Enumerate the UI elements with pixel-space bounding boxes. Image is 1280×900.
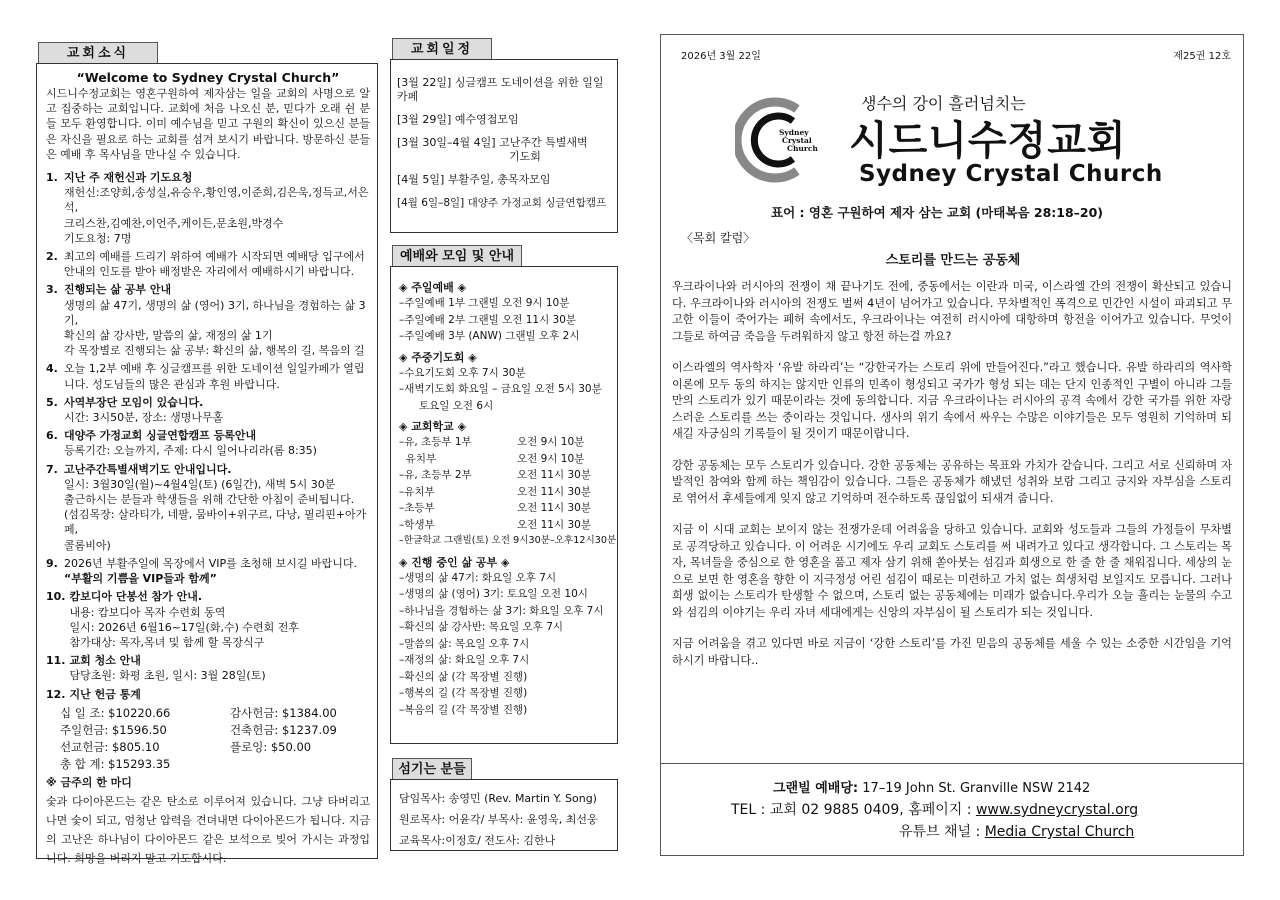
logo-text: Sydney Crystal Church (779, 128, 818, 153)
homepage-link[interactable]: www.sydneycrystal.org (975, 802, 1139, 818)
news-item-number: 1. (46, 171, 58, 185)
worship-line (399, 328, 613, 345)
bulletin-volume: 제25권 12호 (1173, 51, 1231, 62)
worship-line-text: –새벽기도회 화요일 – 금요일 오전 5시 30분 (399, 383, 602, 395)
column-label: 〈목회 칼럼〉 (681, 231, 756, 245)
news-item-line: “부활의 기쁨을 VIP들과 함께” (64, 572, 217, 586)
news-item-line: 확신의 삶 강사반, 말씀의 삶, 재정의 삶 1기 (64, 329, 273, 343)
news-item-line: 일시: 2026년 6월16~17일(화,수) 수련회 전후 (69, 620, 299, 634)
worship-line (399, 603, 613, 620)
servant-line: 원로목사: 어윤각/ 부목사: 윤영욱, 최선웅 (399, 813, 598, 826)
worship-line-text: –생명의 삶 47기: 화요일 오후 7시 (399, 571, 557, 584)
worship-line (399, 517, 613, 534)
worship-line (399, 312, 613, 329)
church-slogan: 생수의 강이 흘러넘치는 (861, 94, 1026, 113)
offering-cell: 건축헌금: $1237.09 (230, 722, 337, 737)
church-name-kr: 시드니수정교회 (849, 118, 1127, 164)
news-item-number: 12. (46, 687, 66, 701)
footer-address: 그랜빌 예배당: 17–19 John St. Granville NSW 2142 (773, 781, 1091, 796)
worship-line (399, 586, 613, 603)
worship-line (399, 365, 613, 382)
worship-line-text: 토요일 오전 6시 (399, 399, 494, 412)
worship-tab: 예배와 모임 및 안내 (392, 245, 522, 267)
news-item-title: 지난 주 재헌신과 기도요청 (64, 171, 193, 185)
footer-divider (661, 763, 1243, 764)
schedule-item: [3월 29일] 예수영접모임 (397, 113, 519, 126)
news-item-number: 5. (46, 395, 58, 409)
news-item-line: 등록기간: 오늘까지, 주제: 다시 일어나리라(롬 8:35) (64, 444, 317, 458)
worship-line-text: –주일예배 2부 그랜빌 오전 11시 30분 (399, 313, 577, 326)
column-body (672, 279, 1232, 684)
worship-line-text: –말씀의 삶: 목요일 오후 7시 (399, 637, 530, 650)
news-item-line: 참가대상: 목자,목녀 및 함께 할 목장식구 (69, 635, 265, 649)
schedule-item: [3월 22일] 싱글캠프 도네이션을 위한 일일카페 (397, 76, 604, 103)
worship-line (399, 702, 613, 719)
news-item-number: 9. (46, 556, 58, 570)
news-item-line: (섬김목장: 살라티가, 네팔, 뭄바이+위구르, 다낭, 필리핀+아가페, (64, 508, 367, 537)
worship-section-title: ◈ 진행 중인 삶 공부 ◈ (399, 555, 510, 569)
worship-line-text: –유, 초등부 1부 (399, 436, 472, 448)
church-motto: 표어 : 영혼 구원하여 제자 삼는 교회 (마태복음 28:18–20) (771, 205, 1104, 220)
news-item-line: 시간: 3시50분, 장소: 생명나무홀 (64, 411, 224, 425)
schedule-item-cont: 기도회 (509, 150, 541, 163)
news-item (46, 589, 370, 650)
offering-row (60, 739, 370, 756)
schedule-item: [3월 30일–4월 4일] 고난주간 특별새벽 (397, 136, 588, 149)
worship-line (399, 636, 613, 653)
news-item-number: 7. (46, 462, 58, 476)
news-item-number: 2. (46, 250, 58, 264)
news-item-title: 최고의 예배를 드리기 위하여 예배가 시작되면 예배당 입구에서 안내의 인도를 받아 배정받은 자리에서 예배하시기 바랍니다. (64, 250, 365, 279)
schedule-item: [4월 5일] 부활주일, 총목자모임 (397, 173, 551, 186)
news-tab: 교회소식 (38, 42, 158, 64)
news-item-title: 2026년 부활주일에 목장에서 VIP를 초청해 보시길 바랍니다. (64, 556, 358, 570)
worship-line-text: –유치부 (399, 485, 435, 498)
worship-line-text: –생명의 삶 (영어) 3기: 토요일 오전 10시 (399, 588, 588, 600)
news-item (46, 249, 370, 279)
worship-line-text: –학생부 (399, 518, 435, 531)
servants-tab: 섬기는 분들 (392, 758, 472, 780)
news-item-line: 출근하시는 분들과 학생들을 위해 간단한 아침이 준비됩니다. (64, 493, 355, 507)
worship-line-text: –한글학교 그랜빌(토) 오전 9시30분–오후12시30분 (399, 535, 617, 546)
news-item (46, 170, 370, 246)
worship-line-text: –하나님을 경험하는 삶 3기: 화요일 오후 7시 (399, 604, 604, 617)
news-item-number: 6. (46, 429, 58, 443)
news-item-number: 11. (46, 654, 66, 668)
worship-line (399, 451, 613, 468)
worship-section-title: ◈ 주중기도회 ◈ (399, 350, 477, 364)
worship-line-text: 유치부 (399, 452, 437, 465)
church-name-en: Sydney Crystal Church (859, 161, 1163, 187)
footer-contact: TEL : 교회 02 9885 0409, 홈페이지 : www.sydneycrystal.org (731, 802, 1139, 818)
column-paragraph: 이스라엘의 역사학자 ‘유발 하라리’는 “강한국가는 스토리 위에 만들어진다.”라고 했습니다. 유발 하라리의 역사학 이론에 모두 동의 하지는 않지만 인류의 민족이 형성되고 국가가 형성 되는 데는 단지 인종적인 구별이 아니라 그들만의 스토리가 있기 때문이라는 것에 동의합니다. 지금 우크라이나는 러시아의 공격 속에서 강한 국가를 위한 자랑스러운 스토리를 쓰는 중이라는 것입니다. 생사의 위기 속에서 싸우는 수많은 이야기들은 모두 영원히 기억하며 되새길 자긍심의 기록들이 될 것이기 때문이랍니다. (672, 361, 1232, 440)
column-paragraph: 지금 어려움을 겪고 있다면 바로 지금이 ‘강한 스토리’를 가진 믿음의 공동체를 세울 수 있는 소중한 시간임을 기억하시기 바랍니다.. (672, 637, 1232, 667)
worship-line-text: –확신의 삶 (각 목장별 진행) (399, 670, 528, 683)
offering-row (60, 722, 370, 739)
news-item-line: 기도요청: 7명 (64, 231, 132, 245)
column-paragraph: 지금 이 시대 교회는 보이지 않는 전쟁가운데 어려움을 당하고 있습니다. 교회와 성도들과 그들의 가정들이 무차별로 공격당하고 있습니다. 이 어려운 시기에도 우리 교회도 스토리를 써 내려가고 있다고 생각합니다. 그 스토리는 목자, 목녀들을 중심으로 한 영혼을 품고 제자 삼기 위해 쏟아붓는 섬김과 희생으로 한 줄 한 줄 채워집니다. 세상의 눈으로 보면 한 영혼을 향한 이 지극정성 어린 섬김이 때로는 미련하고 가치 없는 희생처럼 보일지도 모릅니다. 그러나 희생 없이는 스토리가 탄생할 수 없으며, 스토리 없는 공동체에는 미래가 없습니다.우리가 오늘 흘리는 눈물의 수고와 섬김의 이야기는 우리 자녀 세대에게는 신앙의 자부심이 될 스토리가 되는 것입니다. (672, 523, 1232, 619)
news-item-title: 지난 헌금 통계 (69, 687, 141, 701)
news-item (46, 395, 370, 425)
schedule-item: [4월 6일–8일] 대양주 가정교회 싱글연합캠프 (397, 197, 607, 209)
news-item (46, 556, 370, 586)
news-item (46, 361, 370, 391)
news-item-line: 내용: 캄보디아 목자 수련회 동역 (69, 605, 226, 619)
news-item (46, 653, 370, 683)
news-item-number: 10. (46, 590, 66, 604)
news-item-title: 교회 청소 안내 (69, 654, 141, 668)
worship-line (399, 669, 613, 686)
news-item-number: 3. (46, 283, 58, 297)
schedule-tab: 교회일정 (392, 38, 492, 60)
news-item (46, 428, 370, 458)
worship-line (399, 434, 613, 451)
worship-line-time: 오전 11시 30분 (517, 469, 591, 481)
column-paragraph: 강한 공동체는 모두 스토리가 있습니다. 강한 공동체는 공유하는 목표와 가치가 같습니다. 그리고 서로 신뢰하며 자발적인 참여와 함께 하는 책임감이 있습니다. 그들은 공동체가 해냈던 성취와 보람 그리고 긍지와 자부심을 스토리로 엮어서 후세들에게 잊지 않고 기억하며 전수하도록 끊임없이 되새겨 줍니다. (672, 458, 1232, 505)
news-item (46, 462, 370, 553)
footer-youtube: 유튜브 채널 : Media Crystal Church (899, 824, 1135, 840)
schedule-panel (390, 59, 618, 233)
servants-panel (390, 779, 618, 851)
worship-line-text: –초등부 (399, 502, 435, 514)
column-paragraph: 우크라이나와 러시아의 전쟁이 채 끝나기도 전에, 중동에서는 이란과 미국, 이스라엘 간의 전쟁이 확산되고 있습니다. 우크라이나와 러시아의 전쟁도 벌써 4년이 넘어가고 있습니다. 무차별적인 폭격으로 민간인 시설이 파괴되고 무고한 이들이 죽어가는 폐허 속에서도, 우크라이나는 여전히 러시아에 대항하며 항전을 이어가고 있습니다. 무엇이 그들로 하여금 죽음을 두려워하지 않고 항전 하는걸 까요? (672, 280, 1232, 343)
worship-line (399, 467, 613, 484)
worship-panel (390, 266, 618, 744)
worship-list (399, 279, 617, 718)
news-item-line: 일시: 3월30일(월)~4월4일(토) (6일간), 새벽 5시 30분 (64, 477, 336, 491)
offering-row (60, 705, 370, 722)
worship-line-time: 오전 9시 10분 (517, 436, 585, 448)
column-title: 스토리를 만드는 공동체 (885, 253, 1021, 268)
worship-line-text: –복음의 길 (각 목장별 진행) (399, 703, 528, 716)
news-item (46, 687, 370, 702)
news-item-line: 콜롬비아) (64, 538, 111, 552)
offering-cell: 주일헌금: $1596.50 (60, 722, 167, 737)
news-item-title: 사역부장단 모임이 있습니다. (64, 395, 204, 409)
bulletin-date: 2026년 3월 22일 (681, 51, 761, 62)
servant-line: 교육목사:이정호/ 전도사: 김한나 (399, 834, 556, 847)
worship-line-text: –수요기도회 오후 7시 30분 (399, 366, 526, 379)
news-list (46, 170, 370, 702)
worship-line-time: 오전 11시 30분 (517, 485, 591, 498)
worship-line (399, 484, 613, 501)
welcome-text: 시드니수정교회는 영혼구원하여 제자삼는 일을 교회의 사명으로 알고 집중하는 교회입니다. 교회에 처음 나오신 분, 믿다가 오래 쉰 분들 모두 환영합니다. 이미 예수님을 믿고 구원의 확신이 있으신 분들은 자신을 필요로 하는 교회를 섬겨 보시기 바랍니다. 방문하신 분들은 예배 후 목사님을 만나실 수 있습니다. (46, 87, 370, 161)
bulletin-panel (660, 34, 1244, 856)
news-item-title: 대양주 가정교회 싱글연합캠프 등록안내 (64, 429, 257, 443)
worship-line (399, 381, 613, 398)
weekly-words-title: ※ 금주의 한 마디 (46, 775, 132, 789)
worship-section-title: ◈ 교회학교 ◈ (399, 420, 467, 433)
worship-line-text: –재정의 삶: 화요일 오후 7시 (399, 654, 530, 666)
worship-line (399, 619, 613, 636)
youtube-link[interactable]: Media Crystal Church (984, 824, 1135, 840)
news-item-title: 고난주간특별새벽기도 안내입니다. (64, 462, 232, 476)
news-item-title: 캄보디아 단봉선 참가 안내. (69, 590, 203, 604)
worship-line (399, 533, 617, 550)
news-item-line: 담당초원: 화평 초원, 일시: 3월 28일(토) (69, 669, 266, 683)
offering-table (46, 705, 370, 756)
offering-total: 총 합 계: $15293.35 (60, 756, 171, 771)
offering-cell: 십 일 조: $10220.66 (60, 705, 171, 720)
weekly-words-text: 숯과 다이아몬드는 같은 탄소로 이루어져 있습니다. 그냥 타버리고 나면 숯이 되고, 엄청난 압력을 견뎌내면 다이아몬드가 됩니다. 지금의 고난은 하나님이 다이아몬드 같은 보석으로 빚어 가시는 과정입니다. 희망을 버리지 말고 기도합시다. (46, 794, 370, 865)
worship-line-text: –주일예배 1부 그랜빌 오전 9시 10분 (399, 297, 570, 309)
news-item-title: 오늘 1,2부 예배 후 싱글캠프를 위한 도네이션 일일카페가 열립니다. 성도님들의 많은 관심과 후원 바랍니다. (64, 362, 365, 391)
offering-cell: 선교헌금: $805.10 (60, 739, 160, 754)
worship-line (399, 570, 613, 587)
offering-cell: 감사헌금: $1384.00 (230, 705, 337, 720)
news-item-number: 4. (46, 362, 58, 376)
worship-section-title: ◈ 주일예배 ◈ (399, 281, 467, 294)
worship-line-text: –주일예배 3부 (ANW) 그랜빌 오후 2시 (399, 330, 580, 342)
news-item-line: 재헌신:조양희,송성실,유승우,황인영,이준희,김은욱,정득교,서은석, (64, 186, 369, 215)
worship-line (399, 295, 613, 312)
worship-line-text: –유, 초등부 2부 (399, 469, 472, 481)
worship-line (399, 500, 613, 517)
worship-line (399, 685, 613, 702)
church-logo (735, 95, 835, 185)
worship-line-time: 오전 9시 10분 (517, 452, 585, 465)
worship-line (399, 398, 613, 415)
news-item (46, 282, 370, 358)
worship-line-text: –확신의 삶 강사반: 목요일 오후 7시 (399, 621, 564, 633)
worship-line (399, 652, 613, 669)
offering-cell: 플로잉: $50.00 (230, 739, 312, 754)
news-item-line: 각 목장별로 진행되는 삶 공부: 확신의 삶, 행복의 길, 복음의 길 (64, 344, 365, 358)
welcome-title: “Welcome to Sydney Crystal Church” (76, 70, 340, 85)
worship-line-time: 오전 11시 30분 (517, 518, 591, 531)
news-item-line: 크리스찬,김예찬,이언주,케이든,문초원,박경수 (64, 216, 284, 230)
worship-line-text: –행복의 길 (각 목장별 진행) (399, 687, 528, 699)
news-panel (36, 63, 378, 865)
worship-line-time: 오전 11시 30분 (517, 502, 591, 514)
servant-line: 담임목사: 송영민 (Rev. Martin Y. Song) (399, 792, 597, 805)
news-item-line: 생명의 삶 47기, 생명의 삶 (영어) 3기, 하나님을 경험하는 삶 3기, (64, 298, 366, 327)
news-item-title: 진행되는 삶 공부 안내 (64, 283, 172, 297)
